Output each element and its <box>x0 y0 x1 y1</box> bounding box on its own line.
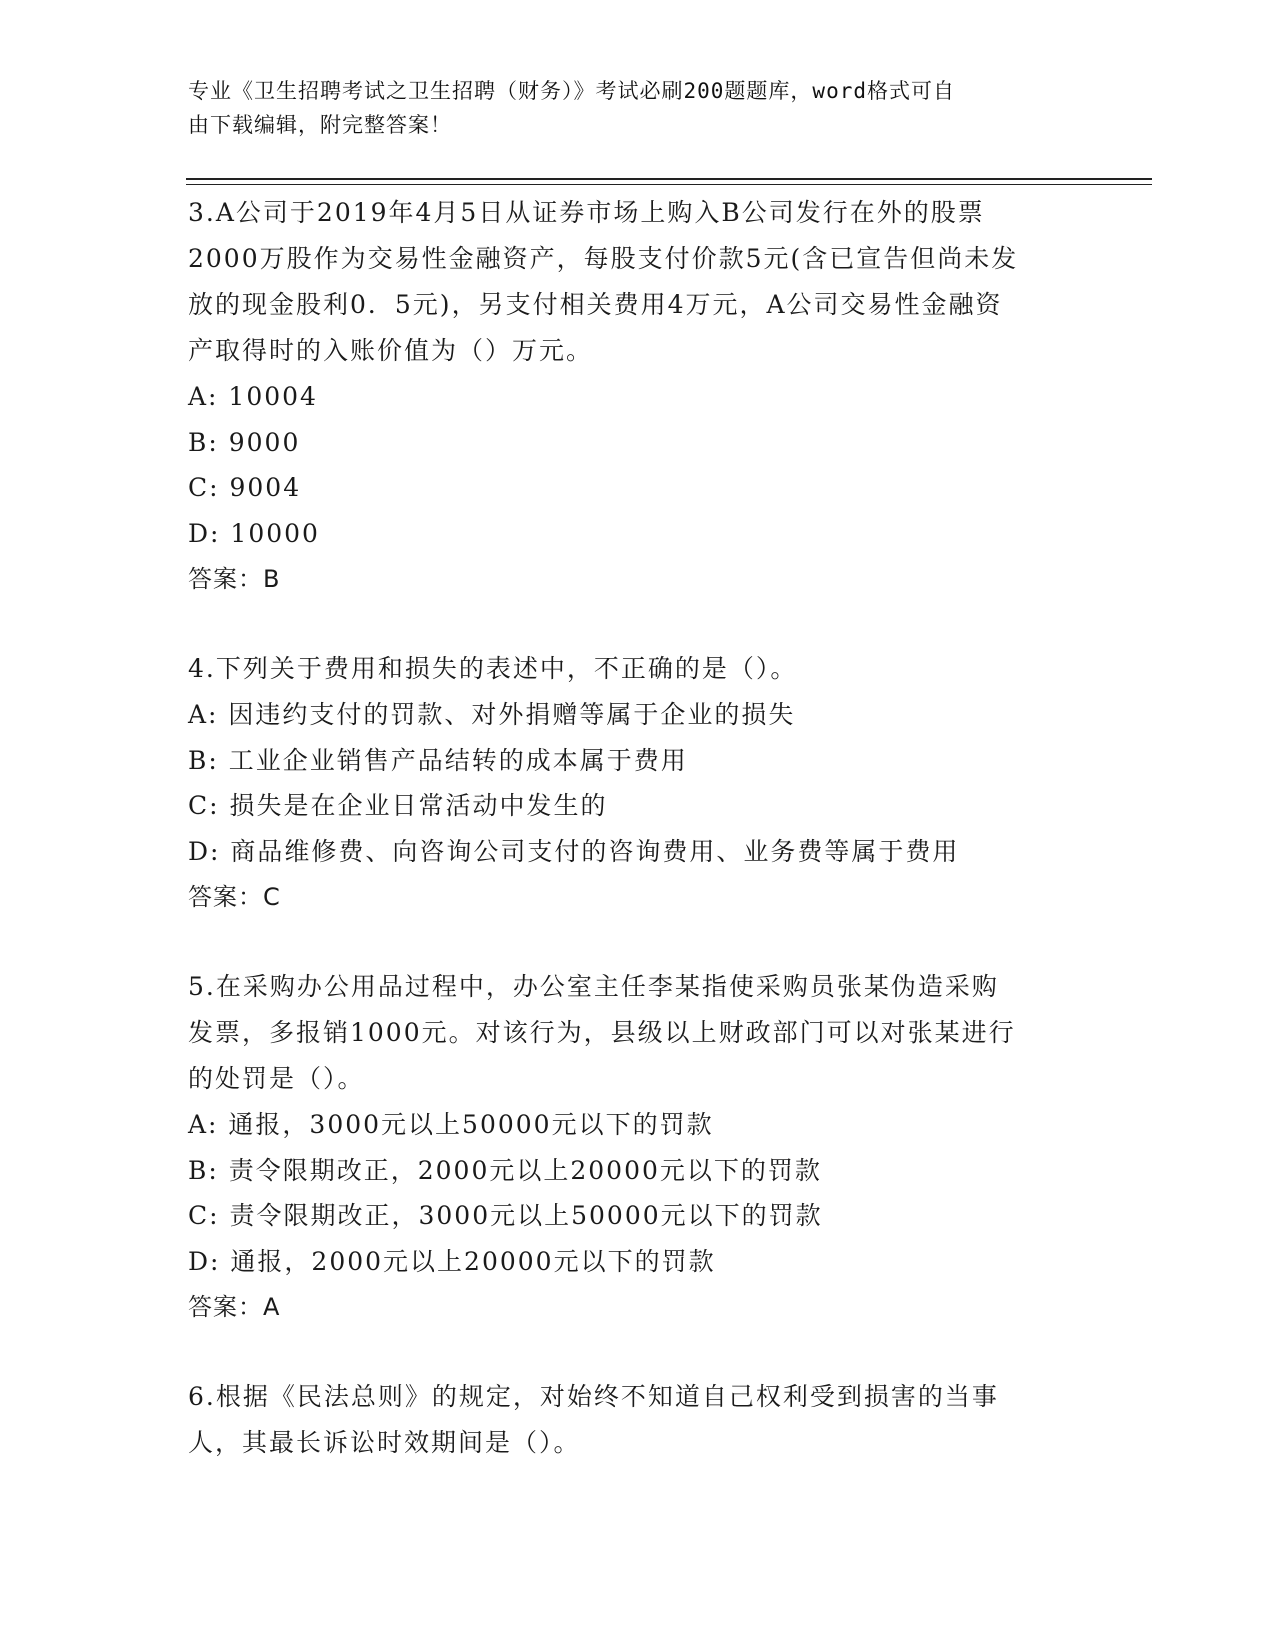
header-divider <box>186 178 1152 180</box>
question-4 <box>188 646 1108 920</box>
option-c: C: 损失是在企业日常活动中发生的 <box>188 791 608 820</box>
spacer <box>188 1330 1108 1374</box>
document-header <box>188 74 1068 142</box>
question-text-line: 放的现金股利0．5元)，另支付相关费用4万元，A公司交易性金融资 <box>188 290 1003 319</box>
question-text-line: 产取得时的入账价值为（）万元。 <box>188 336 594 365</box>
question-list <box>188 190 1108 1466</box>
option-d: D: 10000 <box>188 518 320 548</box>
question-text-line: 发票，多报销1000元。对该行为，县级以上财政部门可以对张某进行 <box>188 1018 1016 1047</box>
spacer <box>188 602 1108 646</box>
answer: 答案：A <box>188 1293 281 1321</box>
answer: 答案：C <box>188 883 281 911</box>
question-text-line: 人，其最长诉讼时效期间是（）。 <box>188 1428 581 1457</box>
question-text-line: 5.在采购办公用品过程中，办公室主任李某指使采购员张某伪造采购 <box>188 972 999 1001</box>
option-b: B: 责令限期改正，2000元以上20000元以下的罚款 <box>188 1155 822 1185</box>
option-c: C: 9004 <box>188 473 302 502</box>
question-text-line: 的处罚是（）。 <box>188 1064 365 1093</box>
question-6 <box>188 1374 1108 1466</box>
option-a: A: 10004 <box>188 382 318 411</box>
option-d: D: 商品维修费、向咨询公司支付的咨询费用、业务费等属于费用 <box>188 836 960 866</box>
option-b: B: 9000 <box>188 427 301 457</box>
option-b: B: 工业企业销售产品结转的成本属于费用 <box>188 745 688 775</box>
option-a: A: 通报，3000元以上50000元以下的罚款 <box>188 1110 714 1139</box>
question-text-line: 6.根据《民法总则》的规定，对始终不知道自己权利受到损害的当事 <box>188 1382 999 1411</box>
question-5 <box>188 964 1108 1330</box>
header-line: 由下载编辑，附完整答案！ <box>188 113 452 137</box>
spacer <box>188 920 1108 964</box>
question-text-line: 3.A公司于2019年4月5日从证券市场上购入B公司发行在外的股票 <box>188 198 985 227</box>
answer: 答案：B <box>188 565 281 593</box>
question-3 <box>188 190 1108 602</box>
option-d: D: 通报，2000元以上20000元以下的罚款 <box>188 1246 716 1276</box>
option-a: A: 因违约支付的罚款、对外捐赠等属于企业的损失 <box>188 700 796 729</box>
question-text-line: 4.下列关于费用和损失的表述中，不正确的是（）。 <box>188 654 798 683</box>
question-text-line: 2000万股作为交易性金融资产，每股支付价款5元(含已宣告但尚未发 <box>188 244 1019 273</box>
header-line: 专业《卫生招聘考试之卫生招聘（财务）》考试必刷200题题库，word格式可自 <box>188 79 955 103</box>
header-divider-thin <box>186 184 1152 185</box>
option-c: C: 责令限期改正，3000元以上50000元以下的罚款 <box>188 1201 823 1230</box>
